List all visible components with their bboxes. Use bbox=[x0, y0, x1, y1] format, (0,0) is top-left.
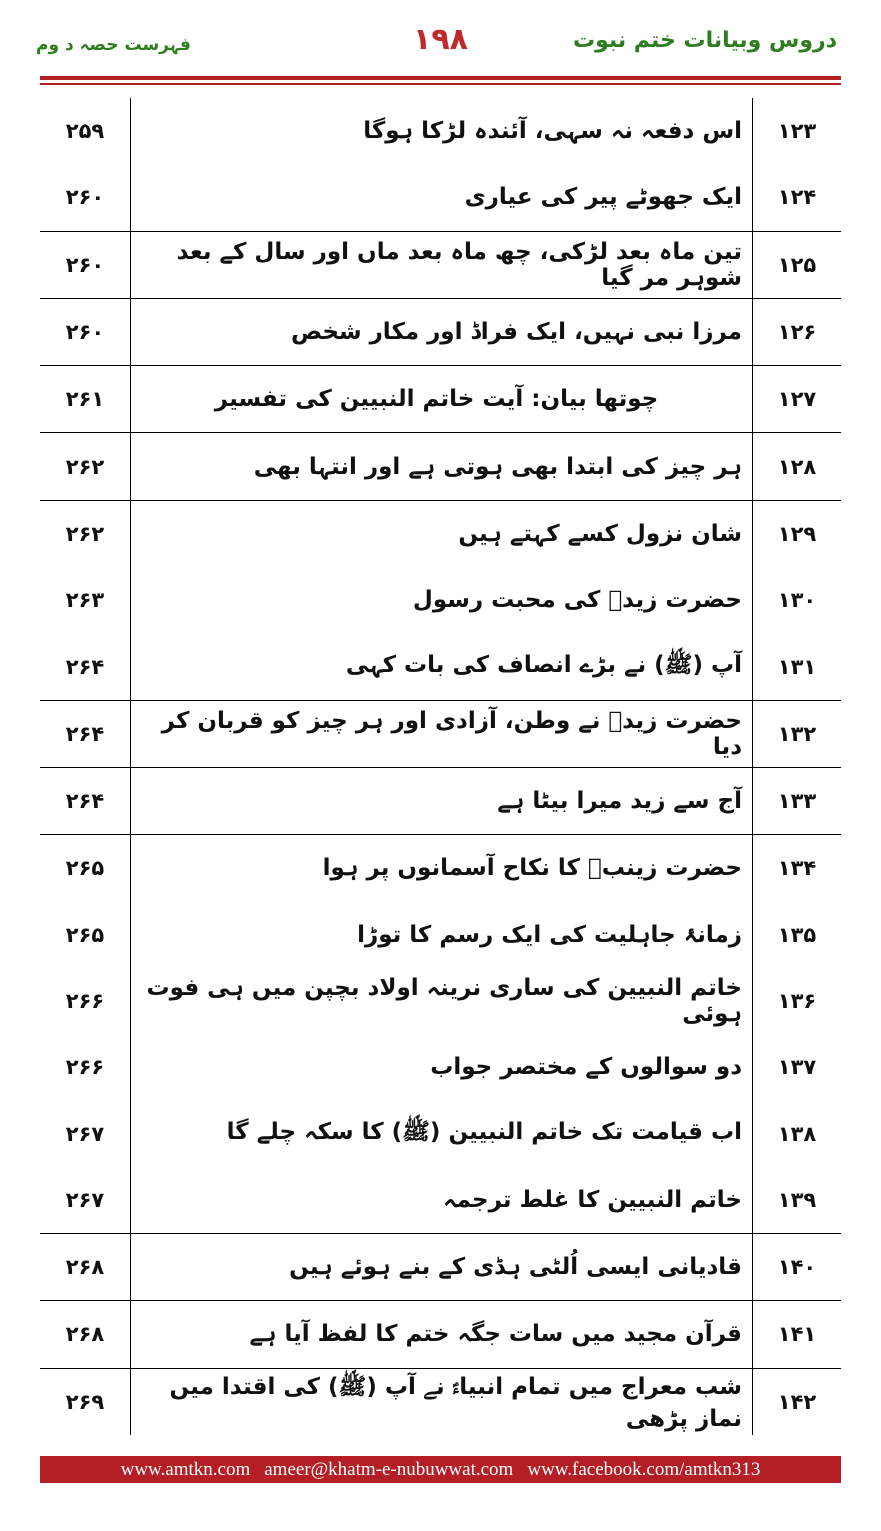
page-number: ۱۹۸ bbox=[413, 22, 468, 57]
entry-title: قرآن مجید میں سات جگہ ختم کا لفظ آیا ہے bbox=[131, 1301, 753, 1368]
entry-title: دو سوالوں کے مختصر جواب bbox=[131, 1034, 753, 1100]
entry-number: ۱۳۱ bbox=[753, 633, 842, 700]
entry-page: ۲۶۸ bbox=[40, 1234, 131, 1301]
table-row bbox=[40, 835, 841, 902]
entry-number: ۱۲۹ bbox=[777, 521, 817, 546]
entry-page: ۲۶۴ bbox=[40, 767, 131, 834]
entry-page: ۲۶۰ bbox=[40, 164, 131, 231]
entry-page: ۲۶۶ bbox=[40, 968, 131, 1034]
table-row bbox=[40, 366, 841, 433]
entry-page: ۲۶۴ bbox=[40, 633, 131, 700]
section-title: فہرست حصہ د وم bbox=[36, 35, 191, 55]
entry-number: ۱۳۳ bbox=[753, 767, 842, 834]
contents-table bbox=[40, 98, 841, 1435]
entry-page: ۲۶۴ bbox=[40, 700, 131, 767]
table-row bbox=[40, 902, 841, 968]
entry-number: ۱۴۱ bbox=[753, 1301, 842, 1368]
entry-title: ایک جھوٹے پیر کی عیاری bbox=[131, 164, 753, 231]
entry-page: ۲۶۶ bbox=[40, 1034, 131, 1100]
entry-title: تین ماہ بعد لڑکی، چھ ماہ بعد ماں اور سال کے بعد شوہر مر گیا bbox=[131, 231, 753, 298]
entry-page: ۲۵۹ bbox=[40, 98, 131, 164]
entry-title: حضرت زیدؓ نے وطن، آزادی اور ہر چیز کو قربان کر دیا bbox=[131, 700, 753, 767]
table-row bbox=[40, 433, 841, 500]
entry-number: ۱۲۳ bbox=[777, 119, 817, 144]
entry-page: ۲۶۱ bbox=[40, 366, 131, 433]
entry-number: ۱۳۹ bbox=[753, 1167, 842, 1234]
entry-page: ۲۶۷ bbox=[40, 1100, 131, 1166]
table-row bbox=[40, 567, 841, 633]
table-row bbox=[40, 1368, 841, 1435]
entry-number: ۱۳۲ bbox=[753, 700, 842, 767]
entry-page: ۲۶۸ bbox=[40, 1301, 131, 1368]
entry-page: ۲۶۵ bbox=[40, 902, 131, 968]
entry-page: ۲۶۷ bbox=[40, 1167, 131, 1234]
footer-facebook-link[interactable]: www.facebook.com/amtkn313 bbox=[527, 1458, 761, 1480]
entry-number: ۱۲۷ bbox=[753, 366, 842, 433]
page-header bbox=[0, 0, 881, 90]
entry-page: ۲۶۵ bbox=[40, 835, 131, 902]
entry-number: ۱۳۶ bbox=[777, 989, 817, 1013]
header-rule-thin bbox=[40, 83, 841, 85]
table-row bbox=[40, 767, 841, 834]
table-row bbox=[40, 231, 841, 298]
entry-title: شان نزول کسے کہتے ہیں bbox=[131, 500, 753, 567]
entry-page: ۲۶۰ bbox=[40, 298, 131, 365]
entry-title: ہر چیز کی ابتدا بھی ہوتی ہے اور انتہا بھی bbox=[131, 433, 753, 500]
table-row bbox=[40, 1034, 841, 1100]
entry-title: چوتھا بیان: آیت خاتم النبیین کی تفسیر bbox=[131, 366, 753, 433]
entry-title: اس دفعہ نہ سہی، آئندہ لڑکا ہوگا bbox=[131, 98, 753, 164]
entry-page: ۲۶۹ bbox=[40, 1368, 131, 1435]
entry-page: ۲۶۰ bbox=[40, 231, 131, 298]
entry-number: ۱۳۰ bbox=[777, 588, 817, 613]
table-row bbox=[40, 968, 841, 1034]
entry-number: ۱۳۴ bbox=[777, 856, 817, 881]
table-row bbox=[40, 1234, 841, 1301]
entry-title: خاتم النبیین کا غلط ترجمہ bbox=[131, 1167, 753, 1234]
entry-number: ۱۴۰ bbox=[753, 1234, 842, 1301]
entry-title: اب قیامت تک خاتم النبیین (ﷺ) کا سکہ چلے گا bbox=[131, 1100, 753, 1166]
entry-title: آپ (ﷺ) نے بڑے انصاف کی بات کہی bbox=[131, 633, 753, 700]
entry-number: ۱۳۵ bbox=[777, 922, 817, 947]
entry-number: ۱۲۴ bbox=[753, 164, 842, 231]
entry-page: ۲۶۲ bbox=[40, 433, 131, 500]
entry-title: قادیانی ایسی اُلٹی ہڈی کے بنے ہوئے ہیں bbox=[131, 1234, 753, 1301]
table-row bbox=[40, 1301, 841, 1368]
entry-title: حضرت زینبؓ کا نکاح آسمانوں پر ہوا bbox=[131, 835, 753, 902]
table-row bbox=[40, 700, 841, 767]
entry-title: آج سے زید میرا بیٹا ہے bbox=[131, 767, 753, 834]
footer-email-link[interactable]: ameer@khatm-e-nubuwwat.com bbox=[264, 1458, 514, 1480]
table-row bbox=[40, 298, 841, 365]
footer-bar bbox=[40, 1456, 841, 1483]
entry-number: ۱۳۷ bbox=[777, 1055, 817, 1080]
entry-number: ۱۲۵ bbox=[753, 231, 842, 298]
table-row bbox=[40, 1100, 841, 1166]
entry-title: مرزا نبی نہیں، ایک فراڈ اور مکار شخص bbox=[131, 298, 753, 365]
table-row bbox=[40, 500, 841, 567]
entry-number: ۱۳۸ bbox=[777, 1121, 817, 1146]
entry-title: خاتم النبیین کی ساری نرینہ اولاد بچپن میں ہی فوت ہوئی bbox=[131, 968, 753, 1034]
entry-number: ۱۲۸ bbox=[753, 433, 842, 500]
footer-website-link[interactable]: www.amtkn.com bbox=[120, 1458, 251, 1480]
entry-page: ۲۶۳ bbox=[40, 567, 131, 633]
entry-page: ۲۶۲ bbox=[40, 500, 131, 567]
entry-number: ۱۴۲ bbox=[777, 1389, 817, 1414]
table-row bbox=[40, 633, 841, 700]
entry-title: شب معراج میں تمام انبیاءؑ نے آپ (ﷺ) کی اقتدا میں نماز پڑھی bbox=[131, 1368, 753, 1435]
entry-number: ۱۲۶ bbox=[753, 298, 842, 365]
table-row bbox=[40, 98, 841, 164]
table-row bbox=[40, 164, 841, 231]
entry-title: زمانۂ جاہلیت کی ایک رسم کا توڑا bbox=[131, 902, 753, 968]
book-title: دروس وبیانات ختم نبوت bbox=[573, 28, 837, 53]
entry-title: حضرت زیدؓ کی محبت رسول bbox=[131, 567, 753, 633]
table-row bbox=[40, 1167, 841, 1234]
header-rule-thick bbox=[40, 76, 841, 80]
